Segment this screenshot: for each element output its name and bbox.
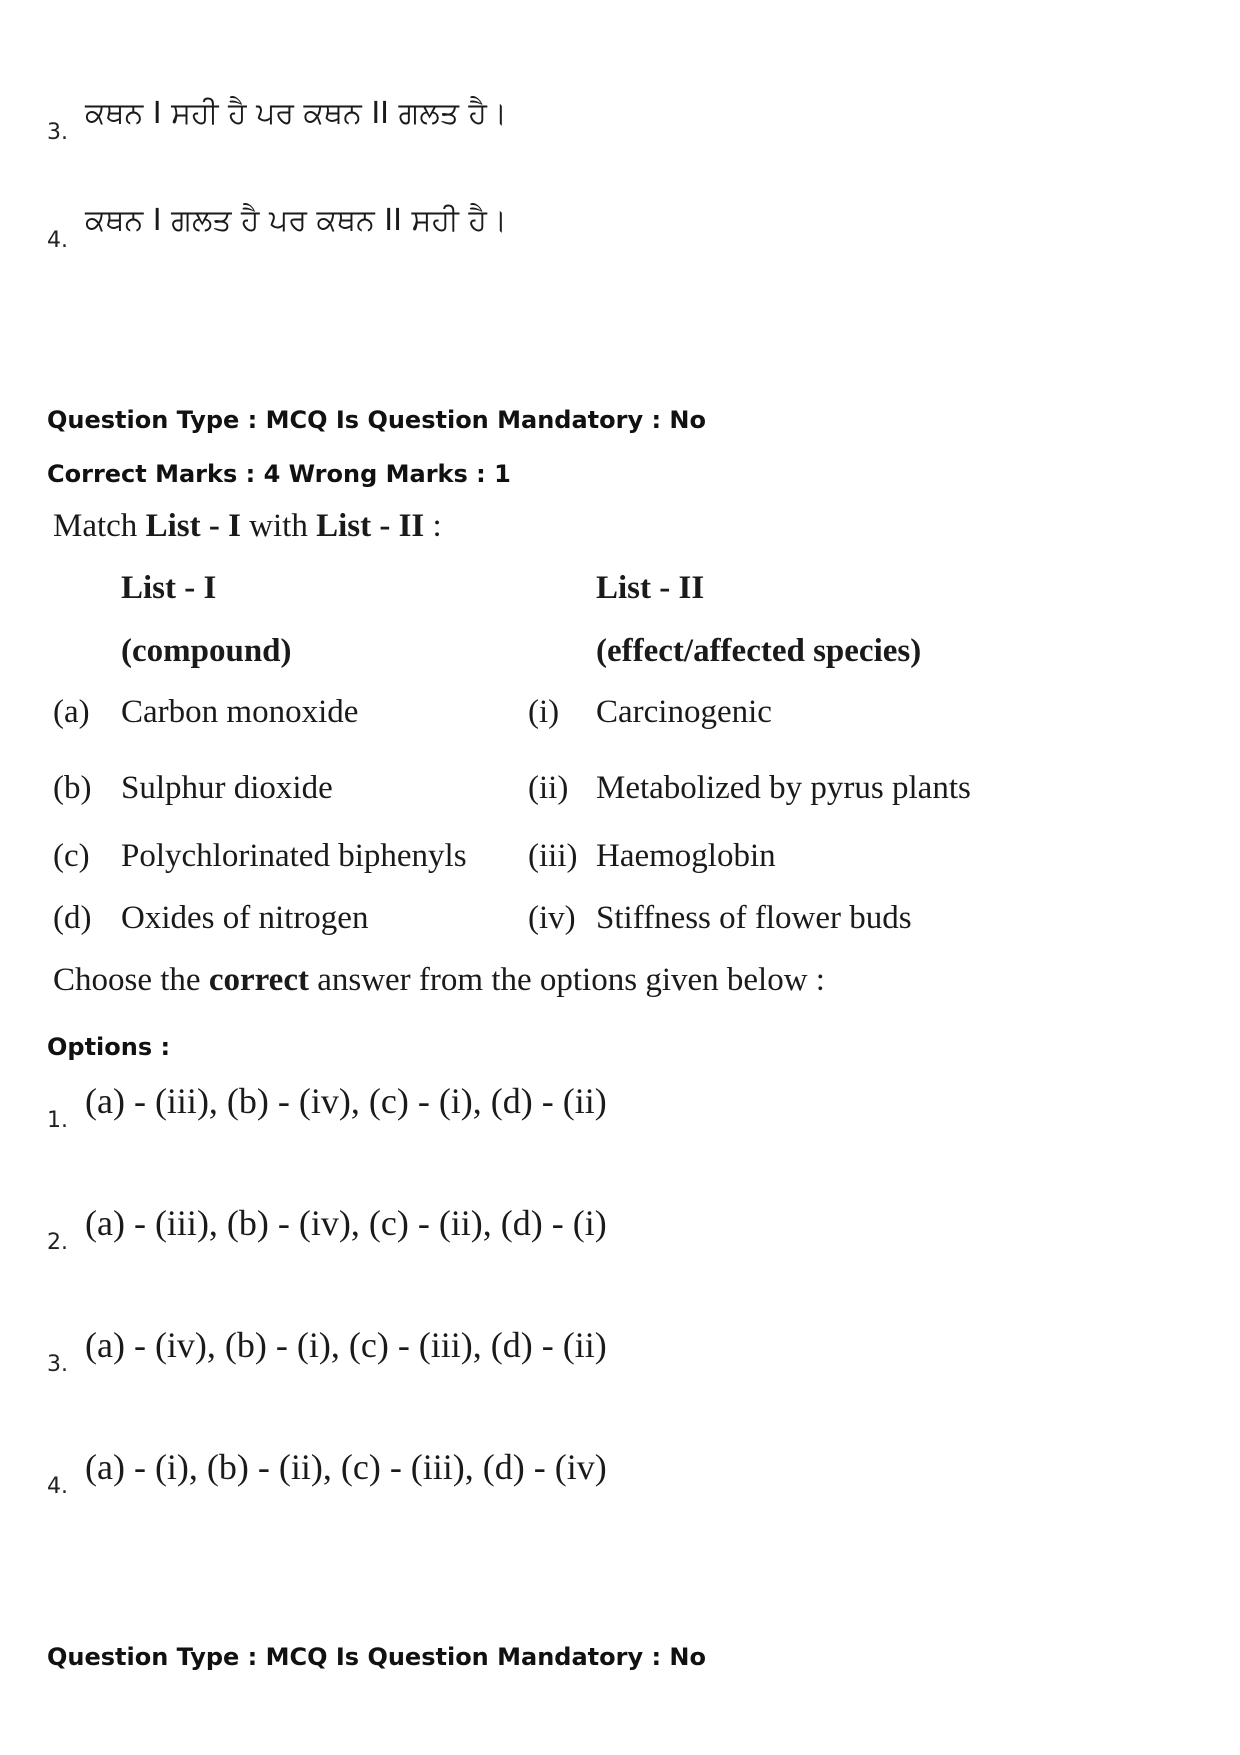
list2-header: List - II (596, 570, 705, 606)
option-number: 3. (47, 1352, 68, 1377)
choose-post: answer from the options given below : (308, 962, 825, 998)
prev-option-4-number: 4. (47, 228, 68, 253)
list1-label: (c) (53, 838, 90, 874)
option-text: (a) - (iv), (b) - (i), (c) - (iii), (d) - (ii) (85, 1325, 607, 1365)
prev-option-3-number: 3. (47, 120, 68, 145)
list2-subheader: (effect/affected species) (596, 633, 922, 669)
list1-label: (d) (53, 900, 92, 936)
intro-list1: List - I (145, 508, 241, 544)
marks-line: Correct Marks : 4 Wrong Marks : 1 (47, 460, 511, 488)
list2-item: Carcinogenic (596, 694, 772, 730)
intro-post: : (424, 508, 442, 544)
option-number: 2. (47, 1230, 68, 1255)
list1-item: Carbon monoxide (121, 694, 359, 730)
prev-option-4-text: ਕਥਨ I ਗਲਤ ਹੈ ਪਰ ਕਥਨ II ਸਹੀ ਹੈ। (85, 203, 508, 238)
choose-pre: Choose the (53, 962, 209, 998)
choose-bold: correct (208, 962, 309, 998)
choose-prompt (53, 962, 825, 999)
list2-item: Metabolized by pyrus plants (596, 770, 971, 806)
question-intro (53, 508, 442, 545)
list2-label: (iv) (528, 900, 576, 936)
option-number: 4. (47, 1474, 68, 1499)
list2-item: Stiffness of flower buds (596, 900, 912, 936)
list2-item: Haemoglobin (596, 838, 776, 874)
list2-label: (ii) (528, 770, 569, 806)
option-text: (a) - (iii), (b) - (iv), (c) - (ii), (d) - (i) (85, 1203, 607, 1243)
options-label: Options : (47, 1033, 171, 1061)
option-number: 1. (47, 1108, 68, 1133)
option-text: (a) - (iii), (b) - (iv), (c) - (i), (d) - (ii) (85, 1081, 607, 1121)
intro-pre: Match (53, 508, 146, 544)
option-text: (a) - (i), (b) - (ii), (c) - (iii), (d) - (iv) (85, 1447, 607, 1487)
list1-header: List - I (121, 570, 217, 606)
next-question-type-line: Question Type : MCQ Is Question Mandatory : No (47, 1643, 706, 1671)
list1-label: (b) (53, 770, 92, 806)
intro-list2: List - II (316, 508, 425, 544)
list1-item: Polychlorinated biphenyls (121, 838, 467, 874)
list2-label: (iii) (528, 838, 578, 874)
list1-subheader: (compound) (121, 633, 292, 669)
list2-label: (i) (528, 694, 560, 730)
intro-mid: with (240, 508, 317, 544)
prev-option-3-text: ਕਥਨ I ਸਹੀ ਹੈ ਪਰ ਕਥਨ II ਗਲਤ ਹੈ। (85, 96, 508, 131)
list1-item: Sulphur dioxide (121, 770, 333, 806)
question-type-line: Question Type : MCQ Is Question Mandatory : No (47, 406, 706, 434)
list1-item: Oxides of nitrogen (121, 900, 369, 936)
list1-label: (a) (53, 694, 90, 730)
